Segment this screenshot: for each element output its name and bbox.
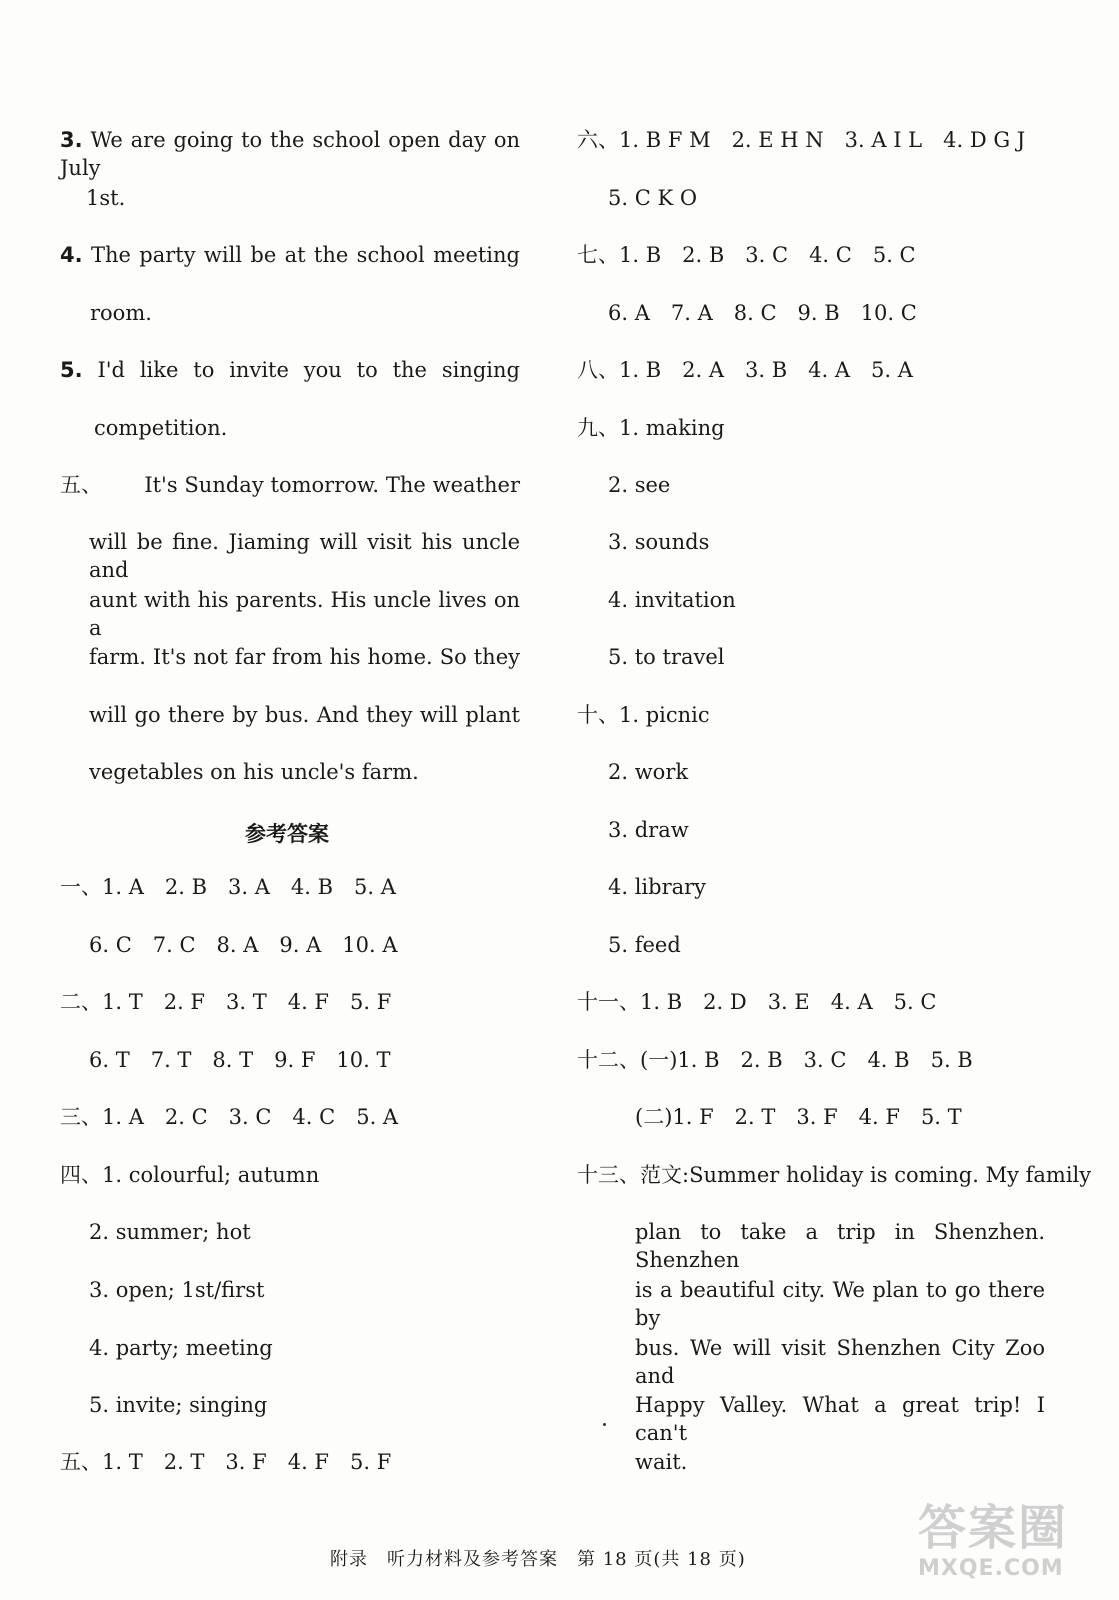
answer-row: (二)1. F 2. T 3. F 4. F 5. T (635, 1105, 962, 1129)
left-line-5-cont: competition. (94, 416, 228, 440)
answer-row: 6. C 7. C 8. A 9. A 10. A (89, 933, 398, 957)
essay-line: wait. (635, 1450, 688, 1474)
watermark-url: MXQE.COM (918, 1556, 1064, 1581)
essay-line: bus. We will visit Shenzhen City Zoo and (635, 1336, 1045, 1388)
watermark-logo (918, 1500, 1108, 1592)
answer-row: 5. C K O (608, 186, 698, 210)
answer-row: 三、1. A 2. C 3. C 4. C 5. A (60, 1105, 399, 1129)
left-line-4: 4. The party will be at the school meeting (60, 243, 520, 267)
passage-line: will go there by bus. And they will plant (89, 703, 520, 727)
answer-row: 七、1. B 2. B 3. C 4. C 5. C (577, 243, 916, 267)
left-passage-head: 五、 It's Sunday tomorrow. The weather (60, 473, 521, 497)
answer-row: 3. sounds (608, 530, 710, 554)
essay-line: Happy Valley. What a great trip! I can't (635, 1393, 1045, 1445)
answer-row: 5. invite; singing (89, 1393, 268, 1417)
page-footer: 附录 听力材料及参考答案 第 18 页(共 18 页) (330, 1549, 746, 1570)
answer-row: 4. invitation (608, 588, 736, 612)
answer-row: 3. open; 1st/first (89, 1278, 265, 1302)
left-line-3: 3. We are going to the school open day on July (60, 128, 520, 180)
essay-line: plan to take a trip in Shenzhen. Shenzhen (635, 1220, 1045, 1272)
answer-row: 5. feed (608, 933, 681, 957)
answer-row: 2. see (608, 473, 671, 497)
answer-row: 二、1. T 2. F 3. T 4. F 5. F (60, 990, 392, 1014)
left-line-4-cont: room. (90, 301, 152, 325)
passage-line: vegetables on his uncle's farm. (89, 760, 419, 784)
stray-dot (603, 1423, 606, 1426)
answer-row: 九、1. making (577, 416, 725, 440)
answer-row: 2. work (608, 760, 689, 784)
left-line-3-cont: 1st. (86, 186, 126, 210)
passage-line: aunt with his parents. His uncle lives on a (89, 588, 520, 640)
answer-row: 4. library (608, 875, 707, 899)
essay-line: is a beautiful city. We plan to go there by (635, 1278, 1045, 1330)
answer-row: 八、1. B 2. A 3. B 4. A 5. A (577, 358, 913, 382)
answer-row: 5. to travel (608, 645, 725, 669)
answer-row: 4. party; meeting (89, 1336, 273, 1360)
passage-line: farm. It's not far from his home. So they (89, 645, 520, 669)
essay-head: 十三、范文:Summer holiday is coming. My family (577, 1163, 1092, 1187)
answers-heading: 参考答案 (245, 822, 329, 846)
answer-row: 6. A 7. A 8. C 9. B 10. C (608, 301, 917, 325)
watermark-text: 答案圈 (918, 1500, 1069, 1556)
left-line-5: 5. I'd like to invite you to the singing (60, 358, 520, 382)
answer-row: 十、1. picnic (577, 703, 710, 727)
answer-row: 2. summer; hot (89, 1220, 251, 1244)
answer-row: 六、1. B F M 2. E H N 3. A I L 4. D G J (577, 128, 1026, 152)
answer-row: 6. T 7. T 8. T 9. F 10. T (89, 1048, 391, 1072)
answer-row: 一、1. A 2. B 3. A 4. B 5. A (60, 875, 396, 899)
answer-row: 十二、(一)1. B 2. B 3. C 4. B 5. B (577, 1048, 973, 1072)
answer-row: 四、1. colourful; autumn (60, 1163, 320, 1187)
passage-line: will be fine. Jiaming will visit his uncle and (89, 530, 520, 582)
answer-row: 十一、1. B 2. D 3. E 4. A 5. C (577, 990, 937, 1014)
answer-row: 3. draw (608, 818, 689, 842)
answer-row: 五、1. T 2. T 3. F 4. F 5. F (60, 1450, 392, 1474)
